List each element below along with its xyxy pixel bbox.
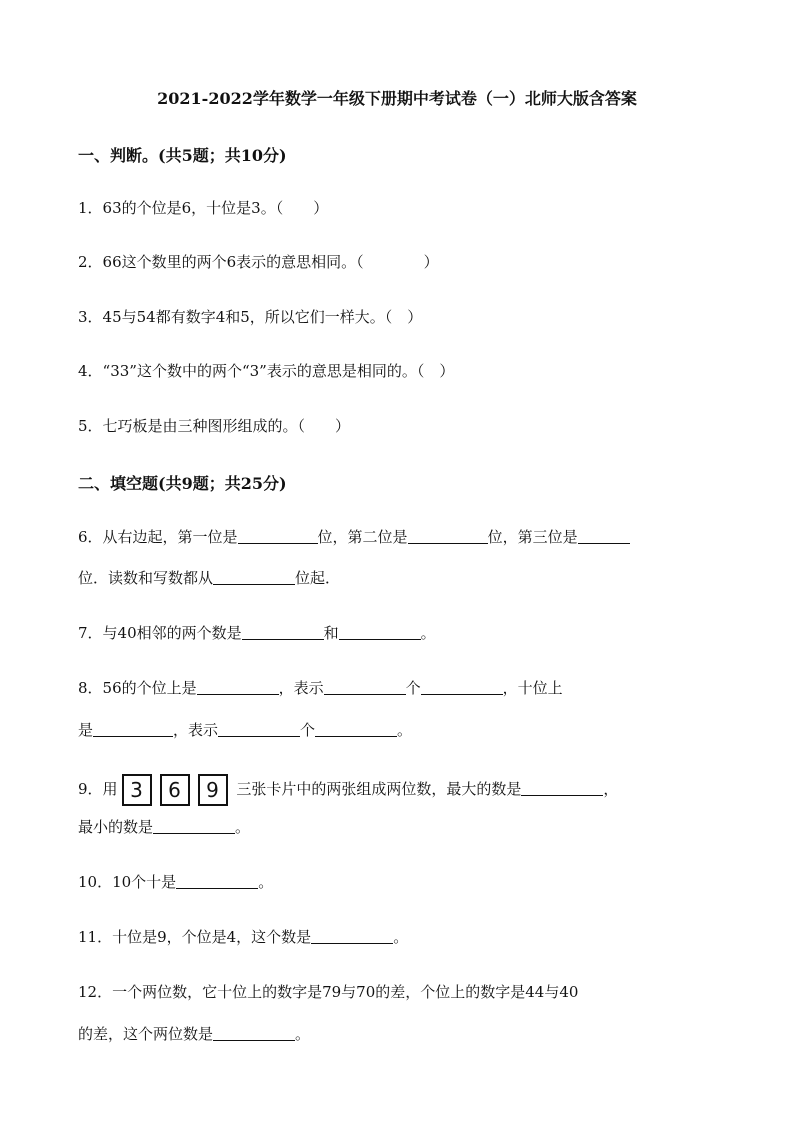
answer-blank[interactable] xyxy=(213,568,295,585)
question-12-line-1: 12．一个两位数，它十位上的数字是79与70的差，个位上的数字是44与40 xyxy=(78,983,579,1001)
q8-text: 个 xyxy=(300,721,316,739)
q10-text: 。 xyxy=(258,873,274,891)
q11-text: 11．十位是9，个位是4，这个数是 xyxy=(78,928,312,946)
answer-blank[interactable] xyxy=(197,678,279,695)
question-6-line-1 xyxy=(78,526,630,548)
q7-text: 和 xyxy=(323,624,339,642)
q8-text: ，表示 xyxy=(278,679,324,697)
q6-text: 位起． xyxy=(295,569,341,587)
q8-text: 。 xyxy=(397,721,413,739)
question-5: 5．七巧板是由三种图形组成的。（ ） xyxy=(78,417,351,435)
answer-blank[interactable] xyxy=(521,779,603,796)
q8-text: 个 xyxy=(405,679,421,697)
page-title: 2021-2022学年数学一年级下册期中考试卷（一）北师大版含答案 xyxy=(157,89,637,108)
question-4: 4．“33”这个数中的两个“3”表示的意思是相同的。（ ） xyxy=(78,362,455,380)
q11-text: 。 xyxy=(393,928,409,946)
answer-blank[interactable] xyxy=(311,927,393,944)
digit-card: 3 xyxy=(122,774,152,806)
q8-text: ，十位上 xyxy=(502,679,563,697)
q8-text: 8．56的个位上是 xyxy=(78,679,197,697)
q12-text: 的差，这个两位数是 xyxy=(78,1025,214,1043)
q12-text: 。 xyxy=(295,1025,311,1043)
q6-text: 位，第三位是 xyxy=(487,528,578,546)
q7-text: 。 xyxy=(420,624,436,642)
section-heading-fill-blank: 二、填空题(共9题；共25分) xyxy=(78,474,287,493)
digit-card: 9 xyxy=(198,774,228,806)
question-9-line-1 xyxy=(78,773,618,806)
question-3: 3．45与54都有数字4和5，所以它们一样大。（ ） xyxy=(78,308,423,326)
question-12-line-2 xyxy=(78,1023,310,1045)
q10-text: 10．10个十是 xyxy=(78,873,177,891)
answer-blank[interactable] xyxy=(213,1024,295,1041)
q6-text: 位，第二位是 xyxy=(317,528,408,546)
q9-text: 9．用 xyxy=(78,780,118,798)
q7-text: 7．与40相邻的两个数是 xyxy=(78,624,242,642)
section-heading-judgment: 一、判断。(共5题；共10分) xyxy=(78,146,287,165)
answer-blank[interactable] xyxy=(578,527,630,544)
q6-text: 位．读数和写数都从 xyxy=(78,569,214,587)
question-8-line-1 xyxy=(78,677,563,699)
q9-text: 。 xyxy=(235,818,251,836)
answer-blank[interactable] xyxy=(324,678,406,695)
question-9-line-2 xyxy=(78,816,250,838)
question-6-line-2 xyxy=(78,567,340,589)
q9-text: 最小的数是 xyxy=(78,818,154,836)
question-8-line-2 xyxy=(78,719,412,741)
q6-text: 6．从右边起，第一位是 xyxy=(78,528,238,546)
q9-text: ， xyxy=(603,780,619,798)
answer-blank[interactable] xyxy=(93,720,173,737)
q8-text: 是 xyxy=(78,721,94,739)
answer-blank[interactable] xyxy=(238,527,318,544)
answer-blank[interactable] xyxy=(176,872,258,889)
answer-blank[interactable] xyxy=(421,678,503,695)
answer-blank[interactable] xyxy=(315,720,397,737)
question-10 xyxy=(78,871,273,893)
answer-blank[interactable] xyxy=(153,817,235,834)
question-1: 1．63的个位是6，十位是3。（ ） xyxy=(78,199,329,217)
digit-card: 6 xyxy=(160,774,190,806)
answer-blank[interactable] xyxy=(218,720,300,737)
answer-blank[interactable] xyxy=(339,623,421,640)
q9-text: 三张卡片中的两张组成两位数，最大的数是 xyxy=(236,780,522,798)
answer-blank[interactable] xyxy=(408,527,488,544)
answer-blank[interactable] xyxy=(242,623,324,640)
q8-text: ，表示 xyxy=(173,721,219,739)
question-2: 2．66这个数里的两个6表示的意思相同。（ ） xyxy=(78,253,439,271)
question-11 xyxy=(78,926,408,948)
question-7 xyxy=(78,622,436,644)
